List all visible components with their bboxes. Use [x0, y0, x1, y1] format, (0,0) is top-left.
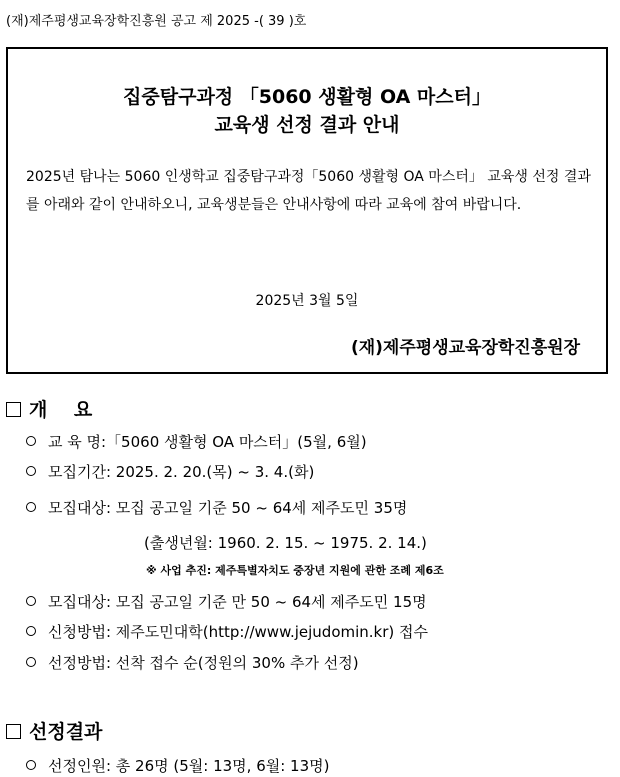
circle-bullet-icon	[26, 502, 36, 512]
notice-box	[6, 47, 608, 374]
checkbox-square-icon	[6, 402, 21, 417]
list-item-text: 모집대상: 모집 공고일 기준 만 50 ~ 64세 제주도민 15명	[48, 593, 427, 611]
list-item	[26, 497, 407, 518]
result-heading	[6, 717, 102, 744]
list-item	[26, 431, 367, 452]
list-item-text: 선정인원: 총 26명 (5월: 13명, 6월: 13명)	[48, 757, 330, 775]
overview-heading-label: 개 요	[29, 399, 93, 421]
list-item	[26, 621, 428, 642]
list-item-text: 신청방법: 제주도민대학(http://www.jejudomin.kr) 접수	[48, 623, 428, 641]
circle-bullet-icon	[26, 657, 36, 667]
checkbox-square-icon	[6, 724, 21, 739]
list-item-text: 선정방법: 선착 접수 순(정원의 30% 추가 선정)	[48, 654, 359, 672]
notice-body: 2025년 탐나는 5060 인생학교 집중탐구과정「5060 생활형 OA 마스터」 교육생 선정 결과를 아래와 같이 안내하오니, 교육생분들은 안내사항에 따라 교육에 참여 바랍니다.	[26, 169, 591, 213]
list-item	[26, 591, 427, 612]
circle-bullet-icon	[26, 436, 36, 446]
circle-bullet-icon	[26, 466, 36, 476]
overview-heading	[6, 395, 92, 422]
list-item	[26, 652, 359, 673]
legal-basis-note: ※ 사업 추진: 제주특별자치도 중장년 지원에 관한 조례 제6조	[146, 564, 444, 577]
list-item-text: 모집대상: 모집 공고일 기준 50 ~ 64세 제주도민 35명	[48, 499, 408, 517]
list-item-text: 모집기간: 2025. 2. 20.(목) ~ 3. 4.(화)	[48, 463, 315, 481]
notice-subtitle: 교육생 선정 결과 안내	[214, 114, 400, 136]
birth-range-text: (출생년월: 1960. 2. 15. ~ 1975. 2. 14.)	[144, 534, 427, 552]
circle-bullet-icon	[26, 596, 36, 606]
result-heading-label: 선정결과	[29, 721, 103, 743]
list-item	[26, 461, 314, 482]
notice-issuer: (재)제주평생교육장학진흥원장	[350, 338, 580, 358]
notice-title: 집중탐구과정 「5060 생활형 OA 마스터」	[123, 86, 491, 108]
list-item	[26, 755, 330, 776]
notice-date: 2025년 3월 5일	[255, 293, 359, 309]
circle-bullet-icon	[26, 760, 36, 770]
notice-number: (재)제주평생교육장학진흥원 공고 제 2025 -( 39 )호	[6, 14, 307, 29]
circle-bullet-icon	[26, 626, 36, 636]
list-item-text: 교 육 명:「5060 생활형 OA 마스터」(5월, 6월)	[48, 433, 367, 451]
